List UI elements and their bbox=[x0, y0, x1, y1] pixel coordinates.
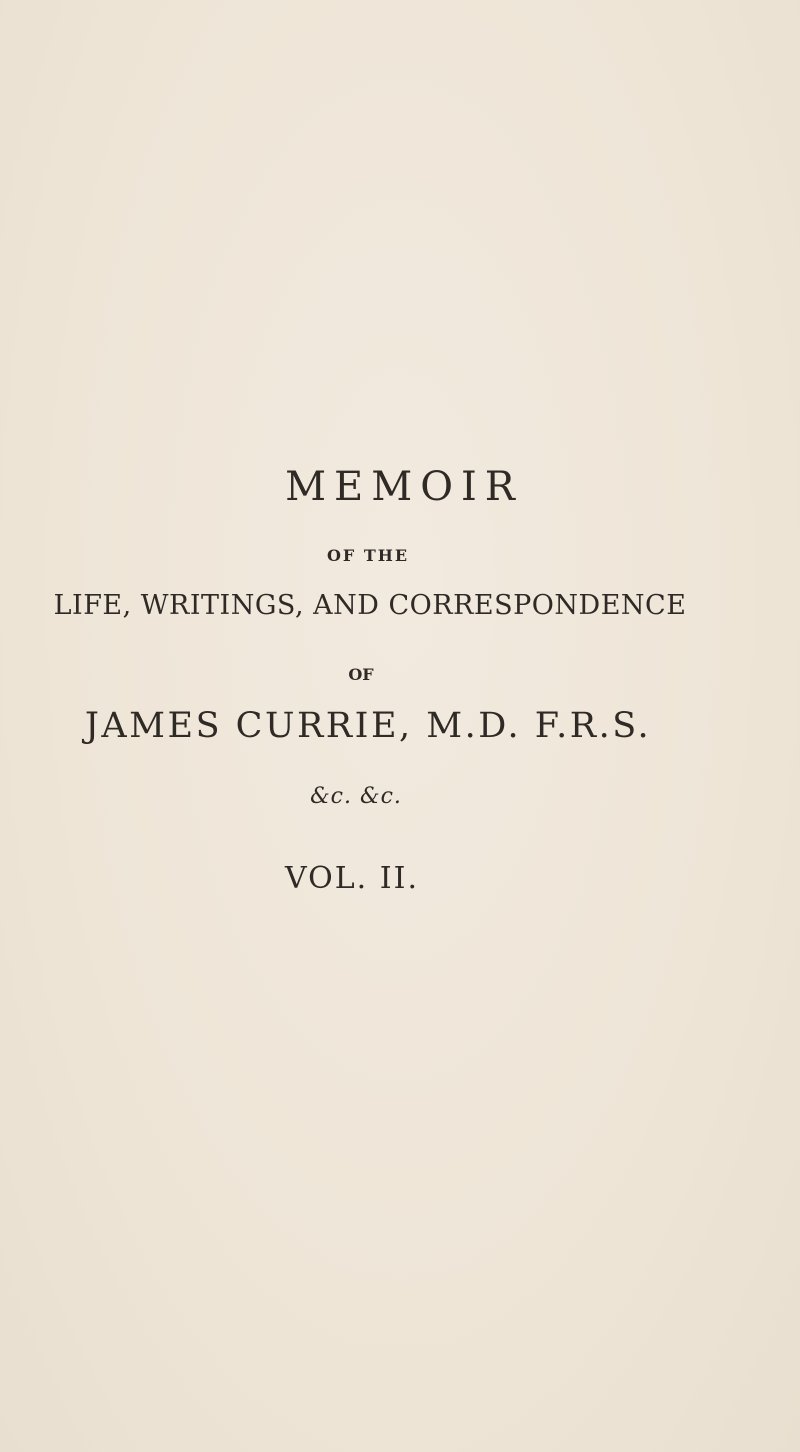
author-name: JAMES CURRIE, M.D. F.R.S. bbox=[84, 706, 652, 746]
book-subtitle: LIFE, WRITINGS, AND CORRESPONDENCE bbox=[53, 590, 687, 621]
volume-label: VOL. II. bbox=[285, 861, 419, 896]
book-title: MEMOIR bbox=[285, 464, 523, 510]
of-the-text: OF THE bbox=[326, 546, 410, 565]
of-text: OF bbox=[348, 665, 374, 684]
et-cetera-text: &c. &c. bbox=[310, 784, 402, 809]
